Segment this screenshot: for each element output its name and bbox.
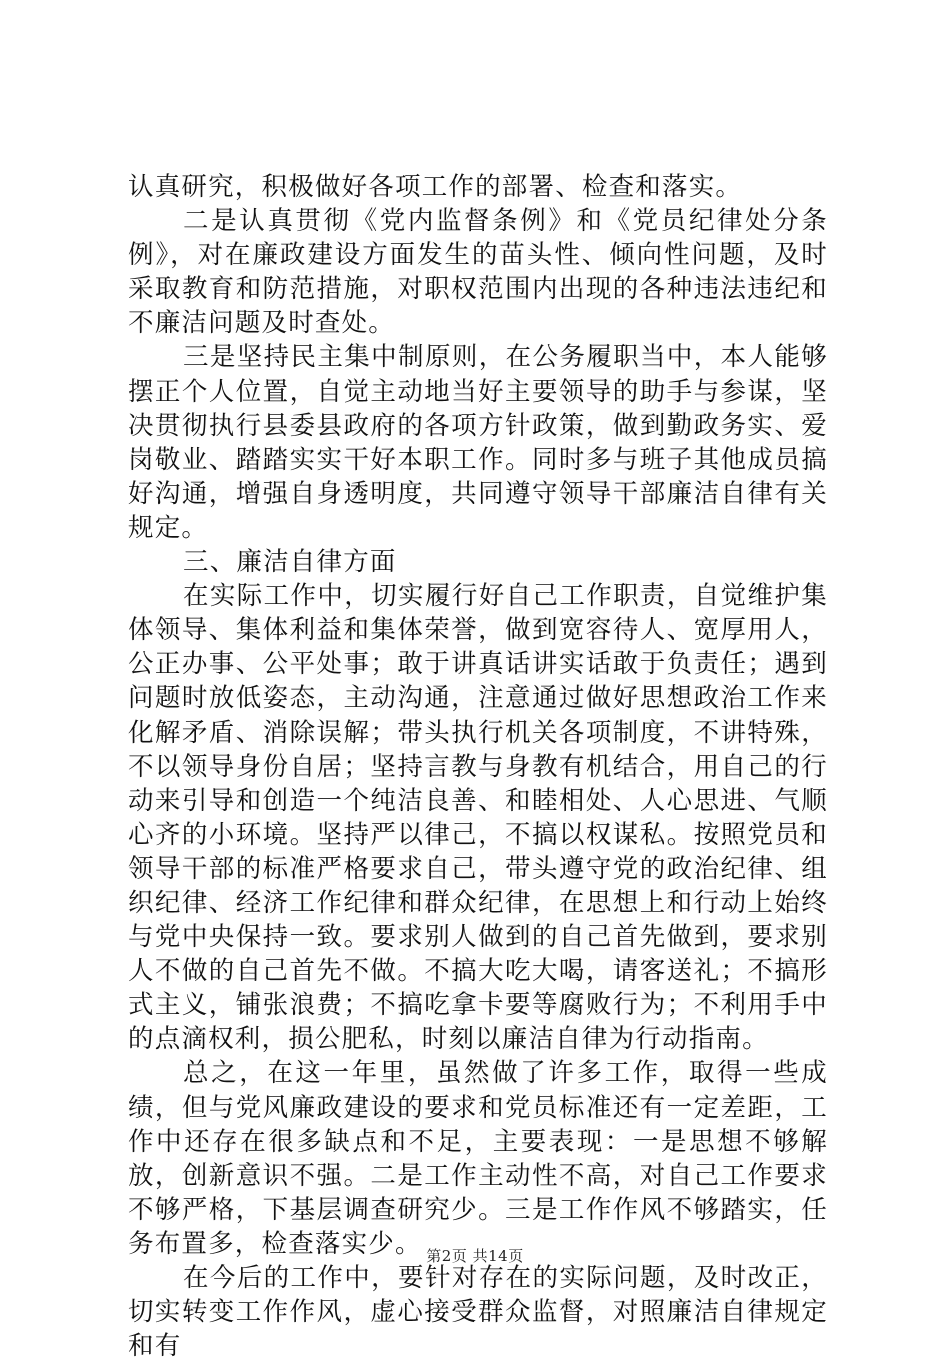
paragraph-item-two: 二是认真贯彻《党内监督条例》和《党员纪律处分条例》，对在廉政建设方面发生的苗头性、倾向性问题，及时采取教育和防范措施，对职权范围内出现的各种违法违纪和不廉洁问题及时查处。 <box>128 206 828 339</box>
page-number-footer: 第2页 共14页 <box>426 1247 524 1265</box>
paragraph-item-three: 三是坚持民主集中制原则，在公务履职当中，本人能够摆正个人位置，自觉主动地当好主要领导的助手与参谋，坚决贯彻执行县委县政府的各项方针政策，做到勤政务实、爱岗敬业、踏踏实实干好本职工作。同时多与班子其他成员搞好沟通，增强自身透明度，共同遵守领导干部廉洁自律有关规定。 <box>128 342 828 543</box>
paragraph-continuation: 认真研究，积极做好各项工作的部署、检查和落实。 <box>128 172 743 202</box>
document-body <box>128 170 828 1363</box>
paragraph-self-discipline: 在实际工作中，切实履行好自己工作职责，自觉维护集体领导、集体利益和集体荣誉，做到宽容待人、宽厚用人，公正办事、公平处事；敢于讲真话讲实话敢于负责任；遇到问题时放低姿态，主动沟通，注意通过做好思想政治工作来化解矛盾、消除误解；带头执行机关各项制度，不讲特殊，不以领导身份自居；坚持言教与身教有机结合，用自己的行动来引导和创造一个纯洁良善、和睦相处、人心思进、气顺心齐的小环境。坚持严以律己，不搞以权谋私。按照党员和领导干部的标准严格要求自己，带头遵守党的政治纪律、组织纪律、经济工作纪律和群众纪律，在思想上和行动上始终与党中央保持一致。要求别人做到的自己首先做到，要求别人不做的自己首先不做。不搞大吃大喝，请客送礼；不搞形式主义，铺张浪费；不搞吃拿卡要等腐败行为；不利用手中的点滴权利，损公肥私，时刻以廉洁自律为行动指南。 <box>128 581 828 1055</box>
section-heading: 三、廉洁自律方面 <box>183 547 397 578</box>
paragraph-future-work: 在今后的工作中，要针对存在的实际问题，及时改正，切实转变工作作风，虚心接受群众监督，对照廉洁自律规定和有 <box>128 1263 828 1362</box>
paragraph-summary: 总之，在这一年里，虽然做了许多工作，取得一些成绩，但与党风廉政建设的要求和党员标准还有一定差距，工作中还存在很多缺点和不足，主要表现：一是思想不够解放，创新意识不强。二是工作主动性不高，对自己工作要求不够严格，下基层调查研究少。三是工作作风不够踏实，任务布置多，检查落实少。 <box>128 1058 828 1259</box>
